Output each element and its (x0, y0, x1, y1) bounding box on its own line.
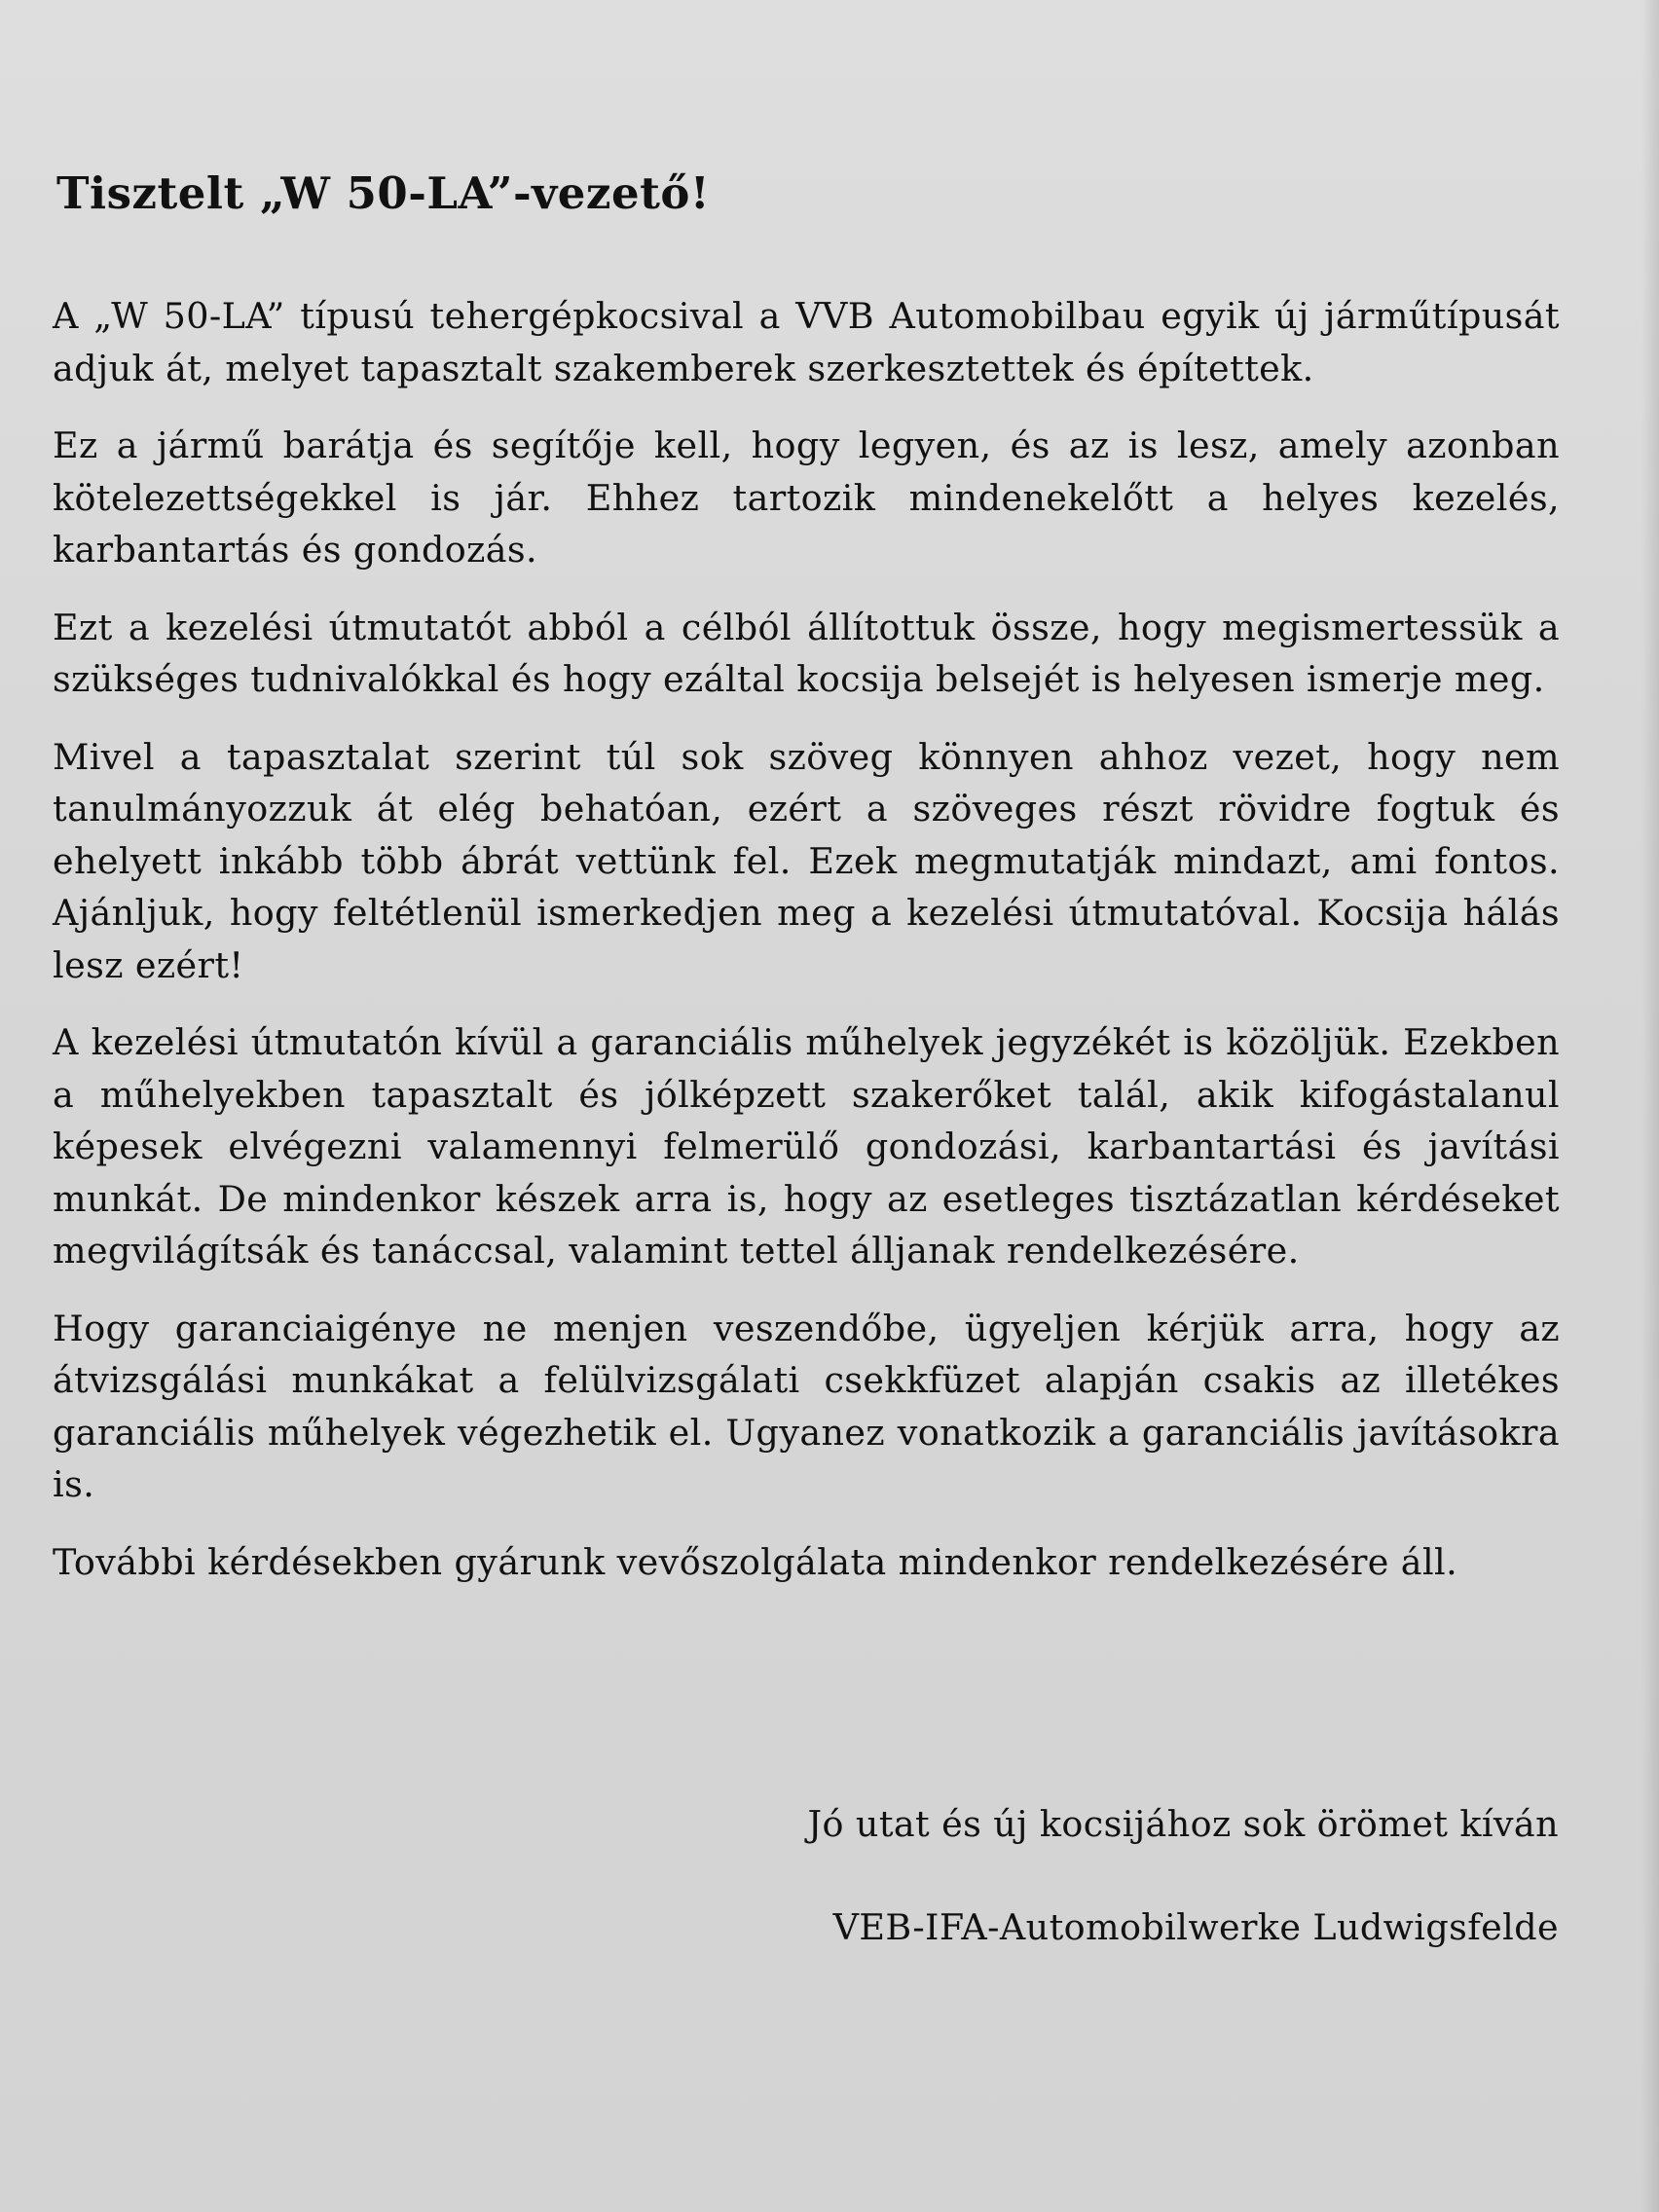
paragraph-3: Ezt a kezelési útmutatót abból a célból állítottuk össze, hogy megismertessük a szükséges tudnivalókkal és hogy ezáltal kocsija belsejét is helyesen ismerje meg. (53, 606, 1560, 700)
letter-closing: Jó utat és új kocsijához sok örömet kíván (807, 1803, 1559, 1845)
letter-body (53, 290, 1560, 1613)
page-edge-shadow (1641, 0, 1659, 2212)
paragraph-4: Mivel a tapasztalat szerint túl sok szöveg könnyen ahhoz vezet, hogy nem tanulmányozzuk át elég behatóan, ezért a szöveges részt rövidre fogtuk és ehelyett inkább több ábrát vettünk fel. Ezek megmutatják mindazt, ami fontos. Ajánljuk, hogy feltétlenül ismerkedjen meg a kezelési útmutatóval. Kocsija hálás lesz ezért! (53, 735, 1560, 986)
letter-signature: VEB-IFA-Automobilwerke Ludwigsfelde (832, 1906, 1559, 1948)
paragraph-1: A „W 50-LA” típusú tehergépkocsival a VVB Automobilbau egyik új járműtípusát adjuk át, melyet tapasztalt szakemberek szerkesztettek és építettek. (53, 295, 1560, 389)
letter-greeting: Tisztelt „W 50-LA”-vezető! (56, 167, 711, 219)
paragraph-5: A kezelési útmutatón kívül a garanciális műhelyek jegyzékét is közöljük. Ezekben a műhelyekben tapasztalt és jólképzett szakerőket talál, akik kifogástalanul képesek elvégezni valamennyi felmerülő gondozási, karbantartási és javítási munkát. De mindenkor készek arra is, hogy az esetleges tisztázatlan kérdéseket megvilágítsák és tanáccsal, valamint tettel álljanak rendelkezésére. (53, 1021, 1560, 1272)
paragraph-6: Hogy garanciaigénye ne menjen veszendőbe, ügyeljen kérjük arra, hogy az átvizsgálási munkákat a felülvizsgálati csekkfüzet alapján csakis az illetékes garanciális műhelyek végezhetik el. Ugyanez vonatkozik a garanciális javításokra is. (53, 1307, 1560, 1505)
paragraph-7: További kérdésekben gyárunk vevőszolgálata mindenkor rendelkezésére áll. (53, 1540, 1458, 1583)
paragraph-2: Ez a jármű barátja és segítője kell, hogy legyen, és az is lesz, amely azonban kötelezettségekkel is jár. Ehhez tartozik mindenekelőtt a helyes kezelés, karbantartás és gondozás. (53, 424, 1560, 571)
